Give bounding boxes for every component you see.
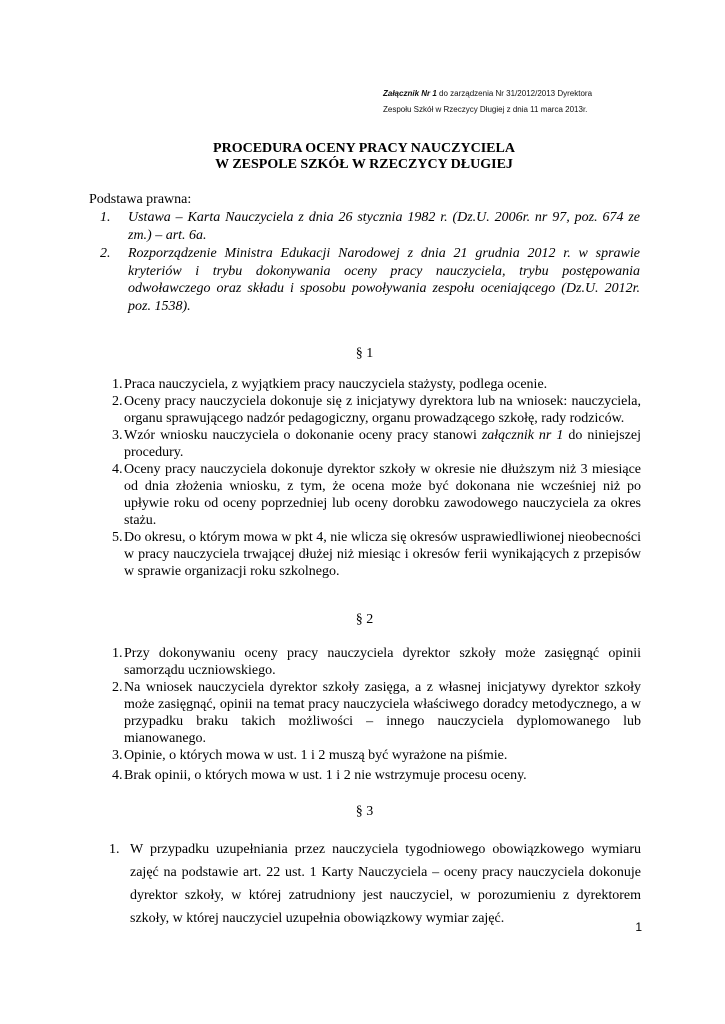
list-item — [89, 645, 641, 679]
title-line-1: PROCEDURA OCENY PRACY NAUCZYCIELA — [213, 141, 515, 156]
item-number: 4. — [112, 768, 123, 783]
item-number: 2. — [112, 680, 123, 695]
item-text: Przy dokonywaniu oceny pracy nauczyciela dyrektor szkoły może zasięgnąć opinii samorządu uczniowskiego. — [124, 646, 641, 678]
annex-line-1 — [383, 86, 683, 102]
section-3-heading: § 3 — [355, 804, 374, 819]
list-item — [100, 209, 640, 244]
document-title — [90, 141, 638, 173]
list-item — [89, 767, 641, 784]
section-1-heading: § 1 — [355, 346, 374, 361]
item-number: 4. — [112, 462, 123, 477]
section-3-list — [89, 838, 641, 930]
item-text-start: Wzór wniosku nauczyciela o dokonanie oceny pracy stanowi — [124, 428, 482, 443]
item-text-end: do niniejszej procedury. — [124, 428, 641, 460]
item-number: 3. — [112, 748, 123, 763]
item-text: Do okresu, o którym mowa w pkt 4, nie wlicza się okresów usprawiedliwionej nieobecności w pracy nauczyciela trwającej dłużej niż miesiąc i okresów ferii wynikających z przepisów w sprawie organizacji roku szkolnego. — [124, 530, 641, 579]
item-text: Na wniosek nauczyciela dyrektor szkoły zasięga, a z własnej inicjatywy dyrektor szkoły może zasięgnąć, opinii na temat pracy nauczyciela właściwego doradcy metodycznego, a w przypadku braku takich możliwości – innego nauczyciela dyplomowanego lub mianowanego. — [124, 680, 641, 746]
section-2-list — [89, 645, 641, 784]
item-number: 3. — [112, 428, 123, 443]
list-item — [89, 679, 641, 747]
list-item — [89, 747, 641, 764]
list-item — [89, 393, 641, 427]
item-text: Oceny pracy nauczyciela dokonuje dyrektor szkoły w okresie nie dłuższym niż 3 miesiące od dnia złożenia wniosku, z tym, że ocena może być dokonana nie wcześniej niż po upływie roku od oceny poprzedniej lub oceny dorobku zawodowego nauczyciela za okres stażu. — [124, 462, 641, 528]
item-text: Rozporządzenie Ministra Edukacji Narodowej z dnia 21 grudnia 2012 r. w sprawie kryteriów i trybu dokonywania oceny pracy nauczyciela, trybu postępowania odwoławczego oraz składu i sposobu powoływania zespołu oceniającego (Dz.U. 2012r. poz. 1538). — [128, 246, 640, 314]
annex-line-1-text: do zarządzenia Nr 31/2012/2013 Dyrektora — [436, 89, 593, 98]
annex-note — [383, 86, 683, 118]
annex-label: Załącznik Nr 1 — [383, 89, 437, 98]
list-item — [89, 461, 641, 529]
list-item — [89, 838, 641, 930]
annex-reference: załącznik nr 1 — [481, 428, 564, 443]
section-2-heading: § 2 — [355, 612, 374, 627]
title-line-2: W ZESPOLE SZKÓŁ W RZECZYCY DŁUGIEJ — [215, 157, 513, 172]
item-text: Ustawa – Karta Nauczyciela z dnia 26 stycznia 1982 r. (Dz.U. 2006r. nr 97, poz. 674 ze zm.) – art. 6a. — [128, 210, 640, 243]
list-item — [100, 245, 640, 315]
item-number: 1. — [112, 646, 123, 661]
item-number: 2. — [100, 246, 111, 261]
list-item — [89, 376, 641, 393]
item-text: Oceny pracy nauczyciela dokonuje się z inicjatywy dyrektora lub na wniosek: nauczyciela, organu sprawującego nadzór pedagogiczny, organu prowadzącego szkołę, rady rodziców. — [124, 394, 641, 426]
item-text: Opinie, o których mowa w ust. 1 i 2 muszą być wyrażone na piśmie. — [124, 748, 508, 763]
list-item — [89, 529, 641, 580]
item-number: 1. — [100, 210, 111, 225]
section-1-list — [89, 376, 641, 580]
legal-basis-list — [100, 209, 640, 316]
list-item — [89, 427, 641, 461]
item-text: W przypadku uzupełniania przez nauczyciela tygodniowego obowiązkowego wymiaru zajęć na podstawie art. 22 ust. 1 Karty Nauczyciela – oceny pracy nauczyciela dokonuje dyrektor szkoły, w której zatrudniony jest nauczyciel, w porozumieniu z dyrektorem szkoły, w której nauczyciel uzupełnia obowiązkowy wymiar zajęć. — [130, 842, 641, 926]
item-number: 2. — [112, 394, 123, 409]
item-text: Brak opinii, o których mowa w ust. 1 i 2 nie wstrzymuje procesu oceny. — [124, 768, 527, 783]
item-number: 5. — [112, 530, 123, 545]
item-text: Praca nauczyciela, z wyjątkiem pracy nauczyciela stażysty, podlega ocenie. — [124, 377, 548, 392]
item-number: 1. — [109, 842, 120, 857]
legal-basis-heading: Podstawa prawna: — [89, 192, 192, 207]
page-number: 1 — [635, 920, 642, 934]
item-number: 1. — [112, 377, 123, 392]
annex-line-2: Zespołu Szkół w Rzeczycy Długiej z dnia 11 marca 2013r. — [383, 105, 588, 114]
